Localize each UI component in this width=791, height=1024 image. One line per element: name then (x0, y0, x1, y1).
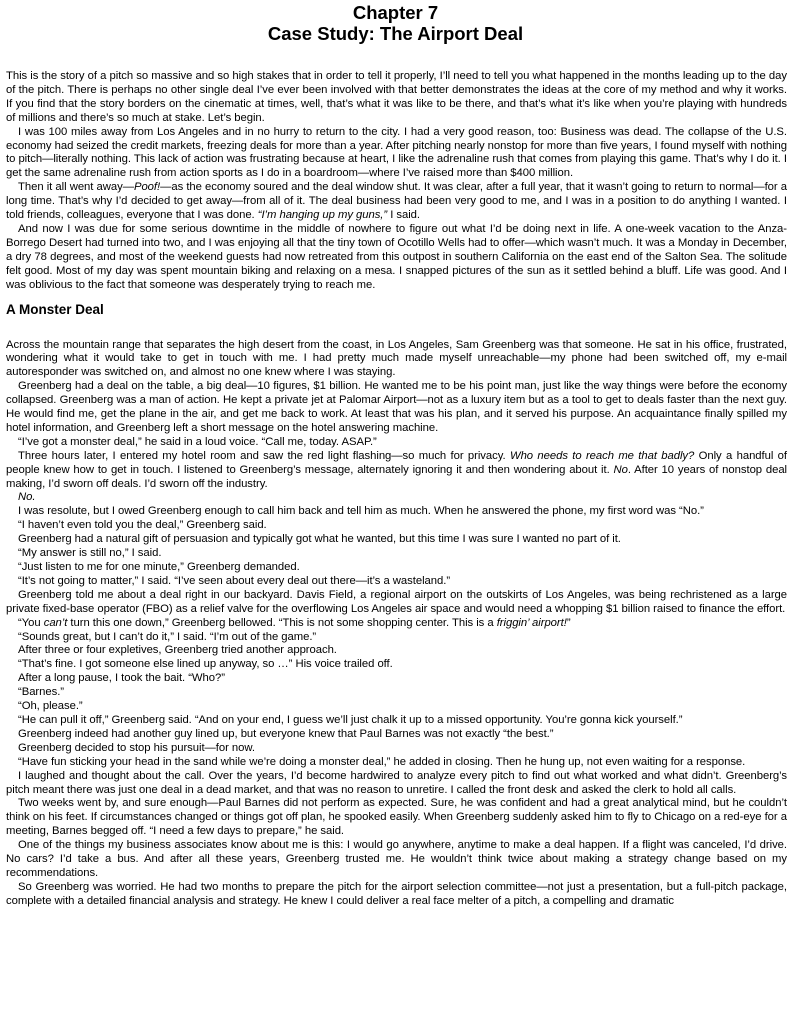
paragraph: “You can’t turn this one down,” Greenberg bellowed. “This is not some shopping center. This is a friggin’ airport!” (18, 616, 571, 629)
section-heading: A Monster Deal (6, 301, 104, 317)
paragraph: “Have fun sticking your head in the sand while we’re doing a monster deal,” he added in closing. Then he hung up, not even waiting for a response. (18, 755, 746, 768)
paragraph: “I’ve got a monster deal,” he said in a loud voice. “Call me, today. ASAP.” (18, 435, 377, 448)
paragraph: I laughed and thought about the call. Over the years, I’d become hardwired to analyze every pitch to find out what worked and what didn’t. Greenberg’s pitch meant there was just one deal in a dead market, and that was no reason to unretire. I called the front desk and asked the clerk to hold all calls. (6, 769, 787, 796)
paragraph: So Greenberg was worried. He had two months to prepare the pitch for the airport selection committee—not just a presentation, but a full-pitch package, complete with a detailed financial analysis and strategy. He knew I could deliver a real face melter of a pitch, a compelling and dramatic (6, 880, 787, 907)
chapter-subtitle: Case Study: The Airport Deal (267, 23, 524, 44)
paragraph: Greenberg had a natural gift of persuasion and typically got what he wanted, but this time I was sure I wanted no part of it. (18, 533, 621, 546)
paragraph: Then it all went away—Poof!—as the economy soured and the deal window shut. It was clear, after a full year, that it wasn’t going to return to normal—for a long time. That’s why I’d decided to get away—from all of it. The deal business had been very good to me, and I was in a position to do anything I wanted. I told friends, colleagues, everyone that I was done. “I’m hanging up my guns,” I said. (6, 181, 787, 222)
intro-section (6, 70, 787, 293)
paragraph: “Sounds great, but I can’t do it,” I said. “I’m out of the game.” (18, 630, 317, 643)
chapter-header (0, 2, 791, 44)
paragraph: “It’s not going to matter,” I said. “I’ve seen about every deal out there—it’s a wasteland.” (18, 574, 451, 587)
paragraph: Two weeks went by, and sure enough—Paul Barnes did not perform as expected. Sure, he was confident and had a great analytical mind, but he couldn’t think on his feet. If circumstances changed or things got off plan, he spooked easily. When Greenberg suddenly asked him to fly to Chicago on a red-eye for a meeting, Barnes begged off. “I need a few days to prepare,” he said. (6, 797, 787, 838)
chapter-number-title: Chapter 7 (352, 2, 439, 23)
paragraph: “That’s fine. I got someone else lined up anyway, so …” His voice trailed off. (18, 658, 393, 671)
paragraph: I was 100 miles away from Los Angeles and in no hurry to return to the city. I had a very good reason, too: Business was dead. The collapse of the U.S. economy had seized the credit markets, freezing deals for more than a year. After pitching nearly nonstop for more than five years, I found myself with nothing to pitch—literally nothing. This lack of action was frustrating because at heart, I like the adrenaline rush that comes from playing this game. That’s why I do it. I get the same adrenaline rush from action sports as I do in a boardroom—where I’ve raised more than $400 million. (6, 125, 787, 180)
paragraph: I was resolute, but I owed Greenberg enough to call him back and tell him as much. When he answered the phone, my first word was “No.” (18, 505, 704, 518)
paragraph: This is the story of a pitch so massive and so high stakes that in order to tell it properly, I’ll need to tell you what happened in the months leading up to the day of the pitch. There is perhaps no other single deal I’ve ever been involved with that better demonstrates the ideas at the core of my method and why it works. If you find that the story borders on the cinematic at times, well, that’s what it was like to be there, and that’s what it’s like when you’re playing with hundreds of millions and there’s so much at stake. Let’s begin. (6, 70, 787, 124)
paragraph: Three hours later, I entered my hotel room and saw the red light flashing—so much for privacy. Who needs to reach me that badly? Only a handful of people knew how to get in touch. I listened to Greenberg’s message, alternately ignoring it and then wondering about it. No. After 10 years of nonstop deal making, I’d sworn off deals. I’d sworn off the industry. (6, 449, 788, 490)
monster-deal-section (6, 339, 787, 909)
paragraph: “Just listen to me for one minute,” Greenberg demanded. (18, 561, 300, 573)
paragraph: “He can pull it off,” Greenberg said. “And on your end, I guess we’ll just chalk it up to a missed opportunity. You’re gonna kick yourself.” (18, 713, 683, 726)
paragraph: “Barnes.” (18, 686, 65, 699)
paragraph: One of the things my business associates know about me is this: I would go anywhere, anytime to make a deal happen. If a flight was canceled, I’d drive. No cars? I’d take a bus. And after all these years, Greenberg trusted me. He wouldn’t think twice about making a strategy change based on my recommendations. (6, 839, 787, 879)
chapter-body (0, 70, 791, 909)
paragraph: After three or four expletives, Greenberg tried another approach. (18, 644, 337, 657)
paragraph: “My answer is still no,” I said. (18, 547, 162, 560)
paragraph: Greenberg had a deal on the table, a big deal—10 figures, $1 billion. He wanted me to be his point man, just like the way things were before the economy collapsed. Greenberg was a man of action. He kept a private jet at Palomar Airport—not as a luxury item but as a tool to get to deals faster than the next guy. He would find me, get the plane in the air, and get me back to work. At least that was his plan, and it served his purpose. An acquaintance finally spilled my hotel information, and Greenberg left a short message on the hotel answering machine. (6, 380, 787, 434)
paragraph: Greenberg indeed had another guy lined up, but everyone knew that Paul Barnes was not exactly “the best.” (18, 727, 554, 740)
paragraph: And now I was due for some serious downtime in the middle of nowhere to figure out what I’d be doing next in life. A one-week vacation to the Anza-Borrego Desert had turned into two, and I was enjoying all that the tiny town of Ocotillo Wells had to offer—which wasn’t much. It was a Monday in December, a dry 78 degrees, and most of the weekend guests had now retreated from this outpost in southern California on the east end of the Salton Sea. The solitude felt good. Most of my day was spent mountain biking and relaxing on a mesa. I snapped pictures of the sun as it settled behind a bluff. Life was good. And I was oblivious to the fact that someone was desperately trying to reach me. (6, 222, 787, 291)
paragraph: Greenberg decided to stop his pursuit—for now. (18, 741, 255, 754)
paragraph: “I haven’t even told you the deal,” Greenberg said. (18, 519, 267, 532)
paragraph: Across the mountain range that separates the high desert from the coast, in Los Angeles, Sam Greenberg was that someone. He sat in his office, frustrated, wondering what it would take to get in touch with me. I had pretty much made myself unreachable—my phone had been switched off, my e-mail autoresponder was switched on, and almost no one knew where I was staying. (6, 338, 787, 379)
paragraph: No. (18, 491, 36, 504)
paragraph: Greenberg told me about a deal right in our backyard. Davis Field, a regional airport on the outskirts of Los Angeles, was being rechristened as a large private fixed-base operator (FBO) as a relief valve for the overflowing Los Angeles air space and would need a whopping $1 billion raised to finance the effort. (6, 588, 787, 615)
paragraph: “Oh, please.” (18, 700, 83, 713)
paragraph: After a long pause, I took the bait. “Who?” (18, 672, 225, 685)
